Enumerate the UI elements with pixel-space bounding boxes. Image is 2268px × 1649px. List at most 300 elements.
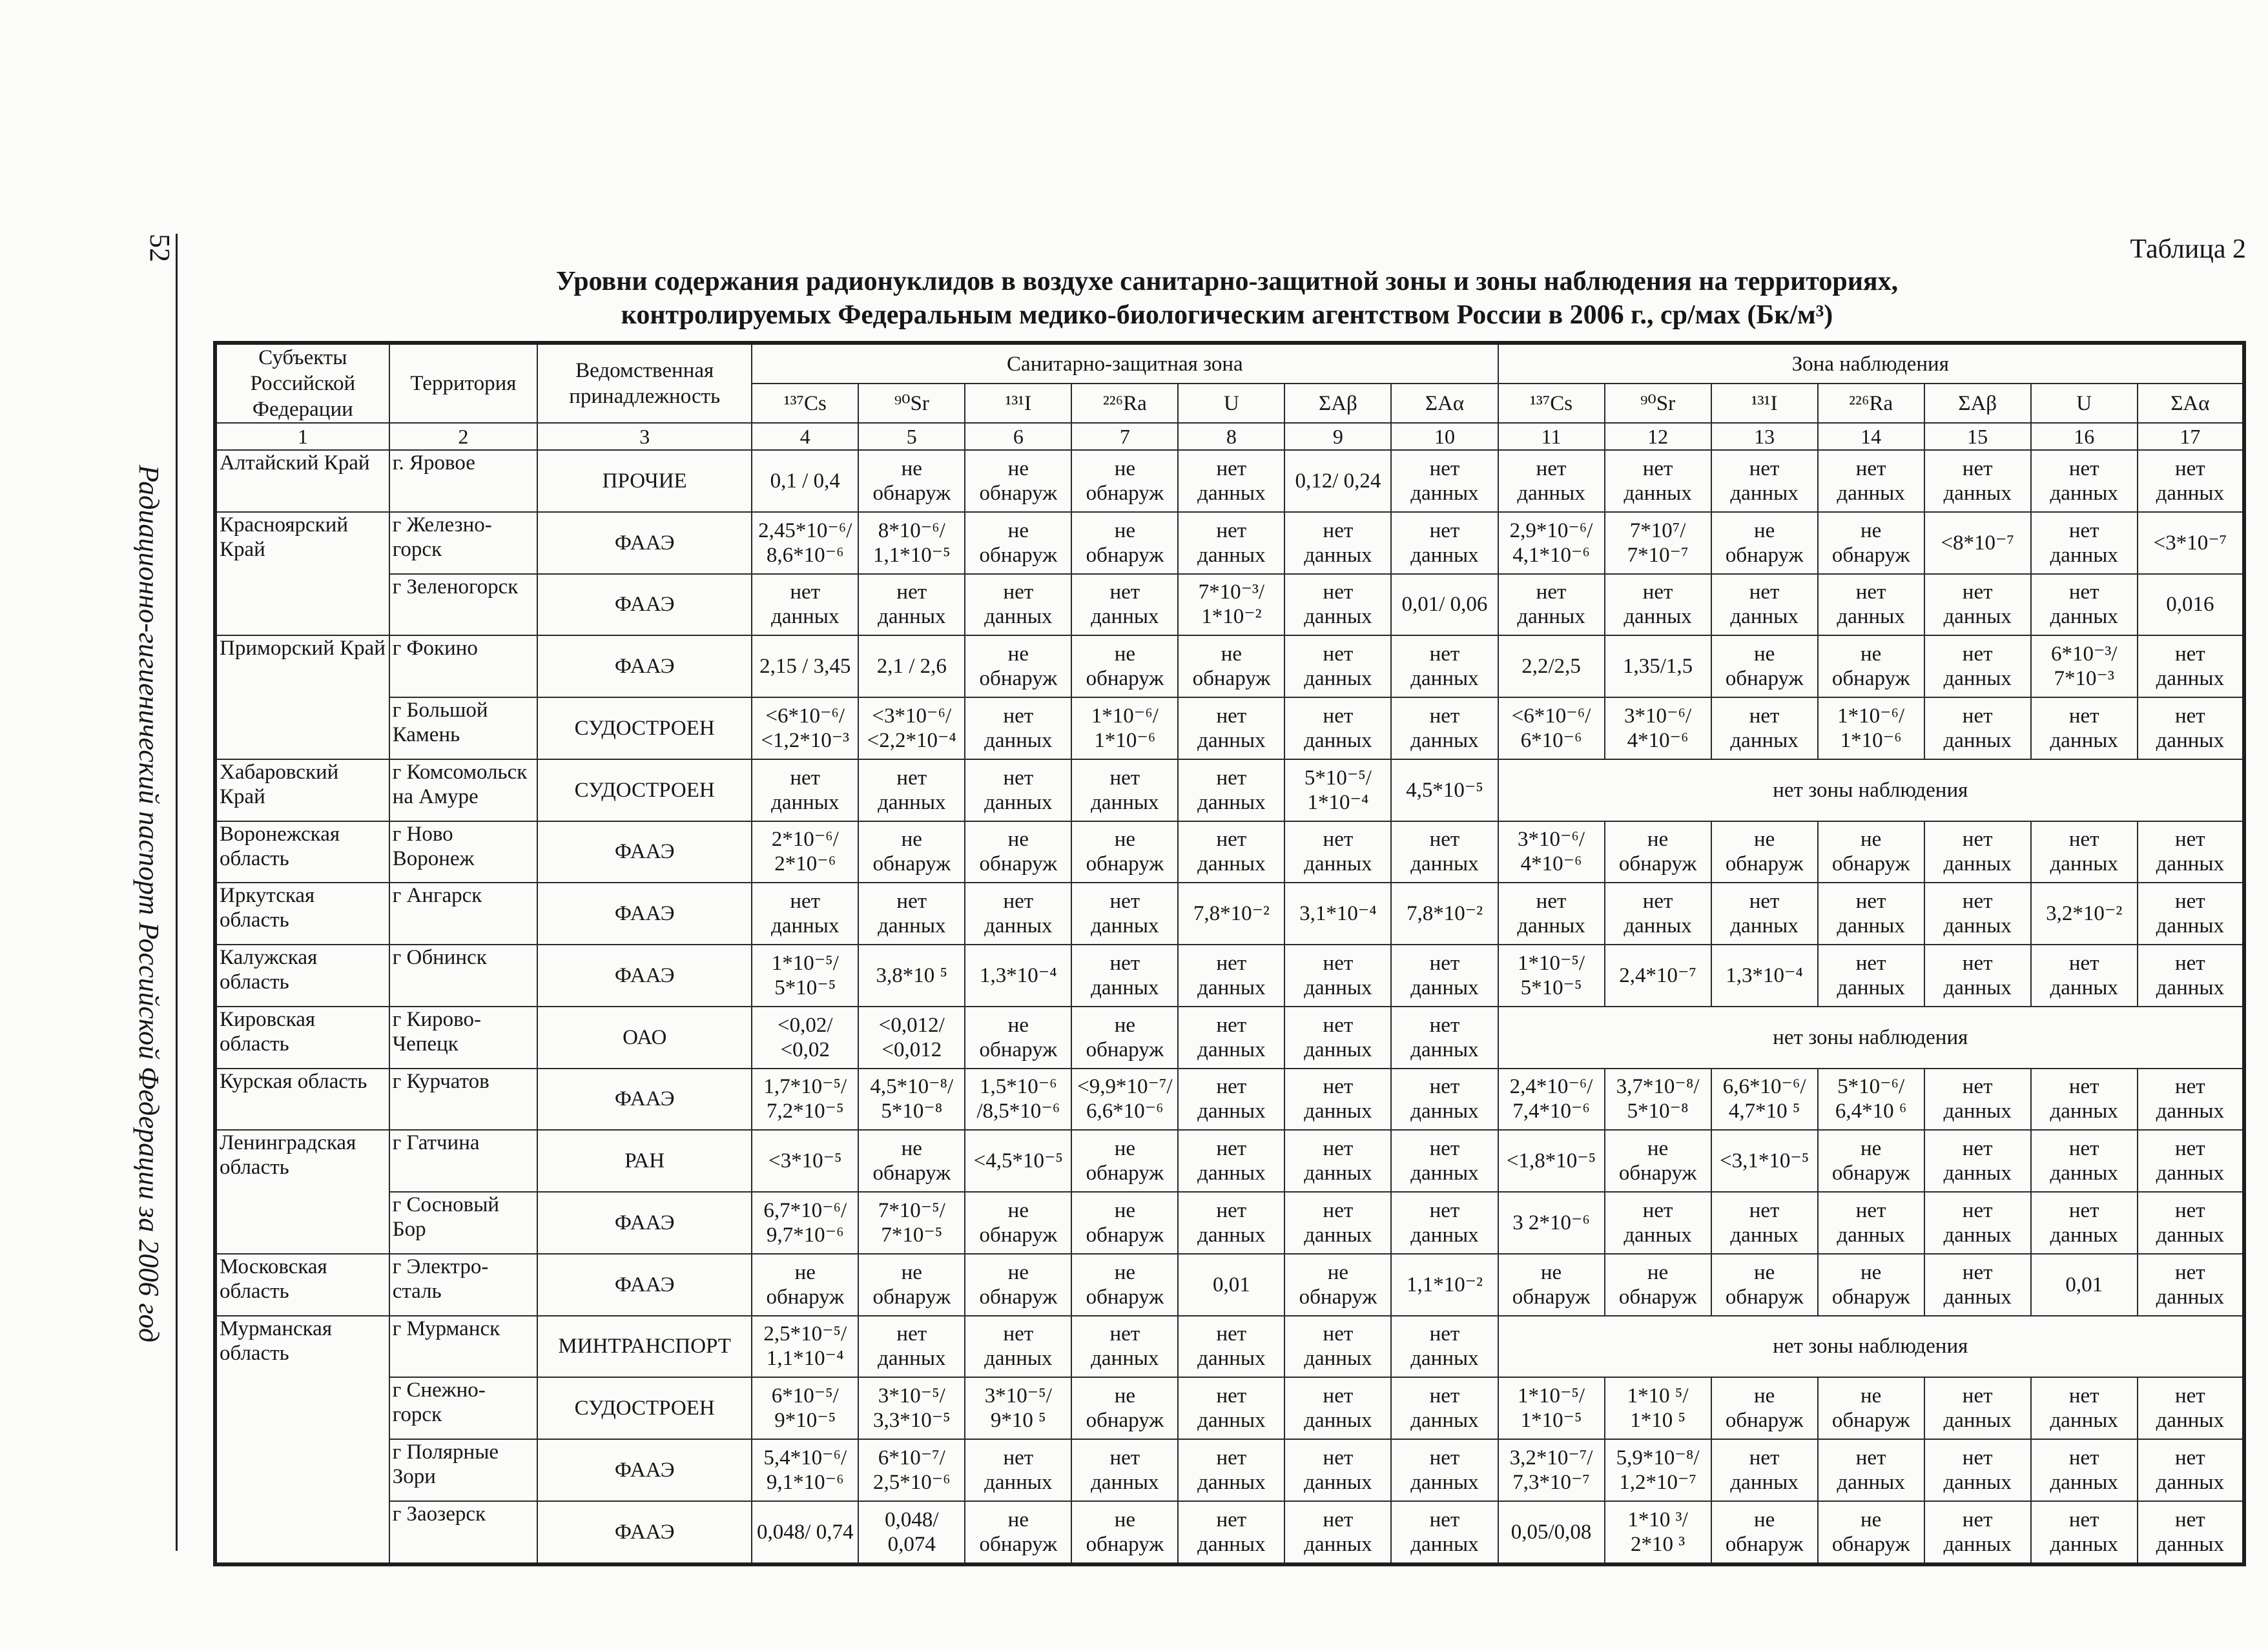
column-number: 14 — [1818, 423, 1924, 450]
szz-value-cell: нет данных — [858, 759, 965, 821]
szz-value-cell: нет данных — [1391, 821, 1498, 883]
zn-value-cell: нет данных — [1924, 1069, 2031, 1131]
territory-cell: г Ангарск — [389, 883, 537, 945]
zn-value-cell: нет данных — [1711, 574, 1818, 636]
szz-value-cell: не обнаруж — [1071, 512, 1178, 574]
szz-value-cell: нет данных — [1284, 945, 1391, 1007]
zn-value-cell: нет данных — [2031, 1377, 2138, 1439]
zn-value-cell: 3,2*10⁻² — [2031, 883, 2138, 945]
subject-cell: Курская область — [215, 1069, 389, 1131]
zn-value-cell: <6*10⁻⁶/ 6*10⁻⁶ — [1498, 697, 1605, 759]
zn-value-cell: нет данных — [2138, 1192, 2244, 1254]
szz-value-cell: не обнаруж — [1071, 821, 1178, 883]
szz-value-cell: не обнаруж — [1071, 450, 1178, 512]
szz-value-cell: 0,01 — [1178, 1254, 1284, 1316]
zn-value-cell: нет данных — [1818, 450, 1924, 512]
zn-value-cell: нет данных — [1924, 883, 2031, 945]
szz-value-cell: нет данных — [858, 1316, 965, 1378]
szz-value-cell: 4,5*10⁻⁵ — [1391, 759, 1498, 821]
szz-value-cell: нет данных — [1391, 1192, 1498, 1254]
zn-value-cell: нет данных — [1605, 574, 1711, 636]
table-row — [215, 450, 2244, 512]
szz-value-cell: нет данных — [1071, 574, 1178, 636]
table-row — [215, 1439, 2244, 1501]
territory-cell: г Курчатов — [389, 1069, 537, 1131]
table-row — [215, 1501, 2244, 1564]
department-cell: СУДОСТРОЕН — [537, 1377, 752, 1439]
szz-value-cell: 7,8*10⁻² — [1391, 883, 1498, 945]
zn-value-cell: нет данных — [1818, 945, 1924, 1007]
zn-value-cell: нет данных — [2031, 574, 2138, 636]
zn-value-cell: <1,8*10⁻⁵ — [1498, 1130, 1605, 1192]
zn-value-cell: 1*10 ⁵/ 1*10 ⁵ — [1605, 1377, 1711, 1439]
table-body — [215, 450, 2244, 1564]
szz-value-cell: не обнаруж — [1071, 635, 1178, 697]
zn-value-cell: нет данных — [2138, 1439, 2244, 1501]
szz-value-cell: 1*10⁻⁶/ 1*10⁻⁶ — [1071, 697, 1178, 759]
zn-value-cell: 1,3*10⁻⁴ — [1711, 945, 1818, 1007]
szz-value-cell: нет данных — [1284, 697, 1391, 759]
zn-value-cell: не обнаруж — [1498, 1254, 1605, 1316]
zn-value-cell: 6,6*10⁻⁶/ 4,7*10 ⁵ — [1711, 1069, 1818, 1131]
zn-value-cell: 2,4*10⁻⁷ — [1605, 945, 1711, 1007]
zn-value-cell: нет данных — [1711, 1192, 1818, 1254]
szz-value-cell: 5,4*10⁻⁶/ 9,1*10⁻⁶ — [752, 1439, 858, 1501]
subject-cell: Хабаровский Край — [215, 759, 389, 821]
territory-cell: г Ново Воронеж — [389, 821, 537, 883]
zn-value-cell: нет данных — [1818, 883, 1924, 945]
szz-value-cell: 2,5*10⁻⁵/ 1,1*10⁻⁴ — [752, 1316, 858, 1378]
table-row — [215, 1377, 2244, 1439]
subject-cell: Воронежская область — [215, 821, 389, 883]
zn-value-cell: 2,2/2,5 — [1498, 635, 1605, 697]
szz-value-cell: нет данных — [1391, 512, 1498, 574]
szz-value-cell: 1,5*10⁻⁶ /8,5*10⁻⁶ — [965, 1069, 1071, 1131]
zn-value-cell: 5*10⁻⁶/ 6,4*10 ⁶ — [1818, 1069, 1924, 1131]
department-cell: ПРОЧИЕ — [537, 450, 752, 512]
szz-value-cell: <0,012/ <0,012 — [858, 1007, 965, 1069]
zn-value-cell: не обнаруж — [1818, 1254, 1924, 1316]
zn-value-cell: не обнаруж — [1605, 1130, 1711, 1192]
szz-value-cell: 6*10⁻⁵/ 9*10⁻⁵ — [752, 1377, 858, 1439]
column-number: 10 — [1391, 423, 1498, 450]
szz-value-cell: 0,048/ 0,074 — [858, 1501, 965, 1564]
zn-value-cell: 0,05/0,08 — [1498, 1501, 1605, 1564]
table-row — [215, 697, 2244, 759]
department-cell: ФААЭ — [537, 1501, 752, 1564]
zn-value-cell: нет данных — [2031, 450, 2138, 512]
szz-value-cell: 1,3*10⁻⁴ — [965, 945, 1071, 1007]
zn-value-cell: 1,35/1,5 — [1605, 635, 1711, 697]
territory-cell: г Железно-горск — [389, 512, 537, 574]
zn-value-cell: нет данных — [2031, 512, 2138, 574]
table-label: Таблица 2 — [2130, 234, 2246, 264]
table-row — [215, 1192, 2244, 1254]
szz-value-cell: нет данных — [1284, 1316, 1391, 1378]
szz-value-cell: <3*10⁻⁵ — [752, 1130, 858, 1192]
territory-cell: г Снежно-горск — [389, 1377, 537, 1439]
department-cell: ФААЭ — [537, 821, 752, 883]
header-szz-col: ΣAα — [1391, 384, 1498, 423]
header-zn-col: U — [2031, 384, 2138, 423]
zn-value-cell: нет данных — [2138, 450, 2244, 512]
column-number: 8 — [1178, 423, 1284, 450]
zn-value-cell: <8*10⁻⁷ — [1924, 512, 2031, 574]
szz-value-cell: нет данных — [1391, 945, 1498, 1007]
szz-value-cell: нет данных — [1178, 450, 1284, 512]
szz-value-cell: нет данных — [858, 574, 965, 636]
szz-value-cell: нет данных — [1178, 945, 1284, 1007]
szz-value-cell: нет данных — [858, 883, 965, 945]
zn-value-cell: нет данных — [2138, 1377, 2244, 1439]
szz-value-cell: не обнаруж — [858, 821, 965, 883]
header-territory: Территория — [389, 343, 537, 423]
department-cell: РАН — [537, 1130, 752, 1192]
zn-value-cell: 3,7*10⁻⁸/ 5*10⁻⁸ — [1605, 1069, 1711, 1131]
szz-value-cell: нет данных — [1071, 883, 1178, 945]
szz-value-cell: 1,7*10⁻⁵/ 7,2*10⁻⁵ — [752, 1069, 858, 1131]
szz-value-cell: нет данных — [1071, 759, 1178, 821]
header-department: Ведомственная принадлежность — [537, 343, 752, 423]
szz-value-cell: не обнаруж — [965, 821, 1071, 883]
szz-value-cell: нет данных — [1178, 1439, 1284, 1501]
szz-value-cell: не обнаруж — [1071, 1377, 1178, 1439]
zn-value-cell: 3*10⁻⁶/ 4*10⁻⁶ — [1605, 697, 1711, 759]
zn-value-cell: нет данных — [1711, 697, 1818, 759]
subject-cell: Калужская область — [215, 945, 389, 1007]
zn-value-cell: нет данных — [2031, 945, 2138, 1007]
department-cell: ФААЭ — [537, 1254, 752, 1316]
zn-value-cell: 3,2*10⁻⁷/ 7,3*10⁻⁷ — [1498, 1439, 1605, 1501]
column-number: 6 — [965, 423, 1071, 450]
table-row — [215, 821, 2244, 883]
zn-value-cell: <3*10⁻⁷ — [2138, 512, 2244, 574]
szz-value-cell: 3*10⁻⁵/ 3,3*10⁻⁵ — [858, 1377, 965, 1439]
szz-value-cell: нет данных — [1284, 1069, 1391, 1131]
szz-value-cell: нет данных — [1284, 512, 1391, 574]
szz-value-cell: 1*10⁻⁵/ 5*10⁻⁵ — [752, 945, 858, 1007]
szz-value-cell: не обнаруж — [1284, 1254, 1391, 1316]
header-zn-col: ΣAβ — [1924, 384, 2031, 423]
zn-value-cell: нет данных — [1924, 1130, 2031, 1192]
szz-value-cell: нет данных — [965, 697, 1071, 759]
no-zone-cell: нет зоны наблюдения — [1498, 1007, 2244, 1069]
szz-value-cell: нет данных — [752, 759, 858, 821]
subject-cell: Ленинградская область — [215, 1130, 389, 1254]
szz-value-cell: нет данных — [1391, 1130, 1498, 1192]
column-number: 7 — [1071, 423, 1178, 450]
szz-value-cell: 5*10⁻⁵/ 1*10⁻⁴ — [1284, 759, 1391, 821]
column-number: 11 — [1498, 423, 1605, 450]
no-zone-cell: нет зоны наблюдения — [1498, 1316, 2244, 1378]
szz-value-cell: нет данных — [1284, 1192, 1391, 1254]
territory-cell: г Обнинск — [389, 945, 537, 1007]
szz-value-cell: нет данных — [1178, 1377, 1284, 1439]
column-number: 15 — [1924, 423, 2031, 450]
header-zn-col: ²²⁶Ra — [1818, 384, 1924, 423]
szz-value-cell: нет данных — [1391, 1377, 1498, 1439]
szz-value-cell: не обнаруж — [965, 512, 1071, 574]
szz-value-cell: нет данных — [1178, 1501, 1284, 1564]
szz-value-cell: нет данных — [1391, 1007, 1498, 1069]
szz-value-cell: нет данных — [1391, 1316, 1498, 1378]
subject-cell: Мурманская область — [215, 1316, 389, 1565]
zn-value-cell: нет данных — [1605, 1192, 1711, 1254]
szz-value-cell: нет данных — [1178, 697, 1284, 759]
table-row — [215, 1130, 2244, 1192]
department-cell: ФААЭ — [537, 635, 752, 697]
department-cell: ФААЭ — [537, 512, 752, 574]
szz-value-cell: 6,7*10⁻⁶/ 9,7*10⁻⁶ — [752, 1192, 858, 1254]
zn-value-cell: 1*10 ³/ 2*10 ³ — [1605, 1501, 1711, 1564]
zn-value-cell: 3*10⁻⁶/ 4*10⁻⁶ — [1498, 821, 1605, 883]
table-row — [215, 945, 2244, 1007]
department-cell: СУДОСТРОЕН — [537, 759, 752, 821]
szz-value-cell: не обнаруж — [1071, 1501, 1178, 1564]
szz-value-cell: нет данных — [965, 574, 1071, 636]
header-subject: Субъекты Российской Федерации — [215, 343, 389, 423]
szz-value-cell: нет данных — [1178, 1316, 1284, 1378]
table-row — [215, 883, 2244, 945]
header-zn-col: ¹³⁷Cs — [1498, 384, 1605, 423]
territory-cell: г Полярные Зори — [389, 1439, 537, 1501]
table-row — [215, 574, 2244, 636]
header-zn-col: ΣAα — [2138, 384, 2244, 423]
territory-cell: г Сосновый Бор — [389, 1192, 537, 1254]
header-row-1 — [215, 343, 2244, 384]
szz-value-cell: не обнаруж — [858, 450, 965, 512]
zn-value-cell: нет данных — [2138, 1501, 2244, 1564]
department-cell: ФААЭ — [537, 1439, 752, 1501]
territory-cell: г. Яровое — [389, 450, 537, 512]
zn-value-cell: нет данных — [2138, 1069, 2244, 1131]
szz-value-cell: нет данных — [1284, 635, 1391, 697]
zn-value-cell: нет данных — [1924, 450, 2031, 512]
column-number: 2 — [389, 423, 537, 450]
header-szz-col: ²²⁶Ra — [1071, 384, 1178, 423]
szz-value-cell: не обнаруж — [752, 1254, 858, 1316]
szz-value-cell: 2,15 / 3,45 — [752, 635, 858, 697]
zn-value-cell: нет данных — [2138, 697, 2244, 759]
szz-value-cell: не обнаруж — [1071, 1192, 1178, 1254]
zn-value-cell: 2,4*10⁻⁶/ 7,4*10⁻⁶ — [1498, 1069, 1605, 1131]
table-row — [215, 1069, 2244, 1131]
zn-value-cell: нет данных — [1818, 1439, 1924, 1501]
szz-value-cell: <4,5*10⁻⁵ — [965, 1130, 1071, 1192]
table-row — [215, 1007, 2244, 1069]
header-szz-col: ⁹⁰Sr — [858, 384, 965, 423]
szz-value-cell: нет данных — [1178, 821, 1284, 883]
szz-value-cell: не обнаруж — [965, 1501, 1071, 1564]
zn-value-cell: не обнаруж — [1711, 1254, 1818, 1316]
zn-value-cell: не обнаруж — [1818, 512, 1924, 574]
zn-value-cell: не обнаруж — [1711, 512, 1818, 574]
szz-value-cell: нет данных — [1284, 1439, 1391, 1501]
subject-cell: Красноярский Край — [215, 512, 389, 636]
department-cell: ФААЭ — [537, 574, 752, 636]
header-szz-col: ΣAβ — [1284, 384, 1391, 423]
zn-value-cell: 1*10⁻⁶/ 1*10⁻⁶ — [1818, 697, 1924, 759]
table-row — [215, 759, 2244, 821]
header-szz-col: ¹³⁷Cs — [752, 384, 858, 423]
zn-value-cell: нет данных — [1711, 883, 1818, 945]
zn-value-cell: нет данных — [1924, 635, 2031, 697]
zn-value-cell: не обнаруж — [1605, 821, 1711, 883]
zn-value-cell: не обнаруж — [1818, 1501, 1924, 1564]
zn-value-cell: не обнаруж — [1818, 821, 1924, 883]
zn-value-cell: не обнаруж — [1818, 635, 1924, 697]
table-row — [215, 1254, 2244, 1316]
subject-cell: Приморский Край — [215, 635, 389, 759]
szz-value-cell: нет данных — [965, 1439, 1071, 1501]
zn-value-cell: нет данных — [2138, 945, 2244, 1007]
szz-value-cell: 7*10⁻⁵/ 7*10⁻⁵ — [858, 1192, 965, 1254]
zn-value-cell: нет данных — [2031, 1130, 2138, 1192]
territory-cell: г Комсомольск на Амуре — [389, 759, 537, 821]
szz-value-cell: нет данных — [1391, 1069, 1498, 1131]
column-number: 17 — [2138, 423, 2244, 450]
zn-value-cell: не обнаруж — [1711, 821, 1818, 883]
szz-value-cell: нет данных — [965, 1316, 1071, 1378]
szz-value-cell: не обнаруж — [965, 635, 1071, 697]
territory-cell: г Фокино — [389, 635, 537, 697]
szz-value-cell: нет данных — [1284, 574, 1391, 636]
szz-value-cell: нет данных — [1071, 1316, 1178, 1378]
zn-value-cell: 2,9*10⁻⁶/ 4,1*10⁻⁶ — [1498, 512, 1605, 574]
zn-value-cell: нет данных — [1924, 1377, 2031, 1439]
zn-value-cell: не обнаруж — [1711, 1377, 1818, 1439]
szz-value-cell: нет данных — [1071, 1439, 1178, 1501]
szz-value-cell: 8*10⁻⁶/ 1,1*10⁻⁵ — [858, 512, 965, 574]
zn-value-cell: <3,1*10⁻⁵ — [1711, 1130, 1818, 1192]
zn-value-cell: 1*10⁻⁵/ 1*10⁻⁵ — [1498, 1377, 1605, 1439]
zn-value-cell: не обнаруж — [1818, 1130, 1924, 1192]
zn-value-cell: нет данных — [1605, 450, 1711, 512]
territory-cell: г Электро-сталь — [389, 1254, 537, 1316]
szz-value-cell: нет данных — [1178, 1192, 1284, 1254]
zn-value-cell: нет данных — [2138, 1130, 2244, 1192]
territory-cell: г Мурманск — [389, 1316, 537, 1378]
szz-value-cell: нет данных — [1071, 945, 1178, 1007]
szz-value-cell: нет данных — [1284, 1501, 1391, 1564]
department-cell: ФААЭ — [537, 1192, 752, 1254]
header-szz: Санитарно-защитная зона — [752, 343, 1498, 384]
territory-cell: г Зеленогорск — [389, 574, 537, 636]
column-number-row — [215, 423, 2244, 450]
table-row — [215, 512, 2244, 574]
side-caption: Радиационно-гигиенический паспорт Российской Федерации за 2006 год — [133, 465, 165, 1343]
zn-value-cell: нет данных — [1924, 945, 2031, 1007]
szz-value-cell: 1,1*10⁻² — [1391, 1254, 1498, 1316]
szz-value-cell: нет данных — [965, 759, 1071, 821]
zn-value-cell: нет данных — [2031, 821, 2138, 883]
szz-value-cell: нет данных — [1391, 697, 1498, 759]
szz-value-cell: нет данных — [1284, 1007, 1391, 1069]
szz-value-cell: 7,8*10⁻² — [1178, 883, 1284, 945]
szz-value-cell: нет данных — [752, 574, 858, 636]
szz-value-cell: <9,9*10⁻⁷/ 6,6*10⁻⁶ — [1071, 1069, 1178, 1131]
zn-value-cell: нет данных — [1924, 1439, 2031, 1501]
zn-value-cell: нет данных — [2031, 1069, 2138, 1131]
column-number: 4 — [752, 423, 858, 450]
zn-value-cell: нет данных — [2031, 1192, 2138, 1254]
column-number: 3 — [537, 423, 752, 450]
szz-value-cell: 3*10⁻⁵/ 9*10 ⁵ — [965, 1377, 1071, 1439]
szz-value-cell: нет данных — [1178, 759, 1284, 821]
zn-value-cell: нет данных — [2138, 821, 2244, 883]
zn-value-cell: нет данных — [2138, 883, 2244, 945]
zn-value-cell: нет данных — [1605, 883, 1711, 945]
szz-value-cell: не обнаруж — [858, 1130, 965, 1192]
table-row — [215, 635, 2244, 697]
zn-value-cell: не обнаруж — [1818, 1377, 1924, 1439]
szz-value-cell: нет данных — [1391, 1501, 1498, 1564]
margin-rule — [176, 234, 178, 1551]
szz-value-cell: нет данных — [1178, 1007, 1284, 1069]
szz-value-cell: нет данных — [1391, 1439, 1498, 1501]
szz-value-cell: нет данных — [752, 883, 858, 945]
department-cell: ФААЭ — [537, 1069, 752, 1131]
department-cell: МИНТРАНСПОРТ — [537, 1316, 752, 1378]
szz-value-cell: нет данных — [1284, 1130, 1391, 1192]
szz-value-cell: не обнаруж — [1071, 1130, 1178, 1192]
zn-value-cell: нет данных — [2031, 1439, 2138, 1501]
szz-value-cell: <0,02/ <0,02 — [752, 1007, 858, 1069]
column-number: 13 — [1711, 423, 1818, 450]
subject-cell: Московская область — [215, 1254, 389, 1316]
subject-cell: Кировская область — [215, 1007, 389, 1069]
szz-value-cell: нет данных — [1284, 821, 1391, 883]
table-row — [215, 1316, 2244, 1378]
zn-value-cell: 3 2*10⁻⁶ — [1498, 1192, 1605, 1254]
zn-value-cell: нет данных — [2138, 635, 2244, 697]
szz-value-cell: нет данных — [1178, 1130, 1284, 1192]
zn-value-cell: нет данных — [1711, 450, 1818, 512]
territory-cell: г Кирово-Чепецк — [389, 1007, 537, 1069]
zn-value-cell: не обнаруж — [1711, 635, 1818, 697]
zn-value-cell: 7*10⁷/ 7*10⁻⁷ — [1605, 512, 1711, 574]
zn-value-cell: нет данных — [2031, 697, 2138, 759]
szz-value-cell: не обнаруж — [965, 450, 1071, 512]
territory-cell: г Заозерск — [389, 1501, 537, 1564]
column-number: 5 — [858, 423, 965, 450]
szz-value-cell: не обнаруж — [1071, 1254, 1178, 1316]
header-zn-col: ⁹⁰Sr — [1605, 384, 1711, 423]
column-number: 12 — [1605, 423, 1711, 450]
zn-value-cell: нет данных — [1924, 821, 2031, 883]
zn-value-cell: 5,9*10⁻⁸/ 1,2*10⁻⁷ — [1605, 1439, 1711, 1501]
zn-value-cell: 0,01 — [2031, 1254, 2138, 1316]
zn-value-cell: нет данных — [1924, 1501, 2031, 1564]
zn-value-cell: не обнаруж — [1605, 1254, 1711, 1316]
szz-value-cell: нет данных — [1178, 1069, 1284, 1131]
no-zone-cell: нет зоны наблюдения — [1498, 759, 2244, 821]
territory-cell: г Большой Камень — [389, 697, 537, 759]
zn-value-cell: нет данных — [1924, 574, 2031, 636]
szz-value-cell: не обнаруж — [965, 1254, 1071, 1316]
szz-value-cell: 3,8*10 ⁵ — [858, 945, 965, 1007]
radionuclide-table — [213, 341, 2246, 1566]
szz-value-cell: нет данных — [1391, 635, 1498, 697]
szz-value-cell: 6*10⁻⁷/ 2,5*10⁻⁶ — [858, 1439, 965, 1501]
zn-value-cell: нет данных — [1818, 1192, 1924, 1254]
szz-value-cell: 2,1 / 2,6 — [858, 635, 965, 697]
szz-value-cell: не обнаруж — [1178, 635, 1284, 697]
zn-value-cell: нет данных — [1818, 574, 1924, 636]
zn-value-cell: 6*10⁻³/ 7*10⁻³ — [2031, 635, 2138, 697]
szz-value-cell: нет данных — [1391, 450, 1498, 512]
zn-value-cell: не обнаруж — [1711, 1501, 1818, 1564]
